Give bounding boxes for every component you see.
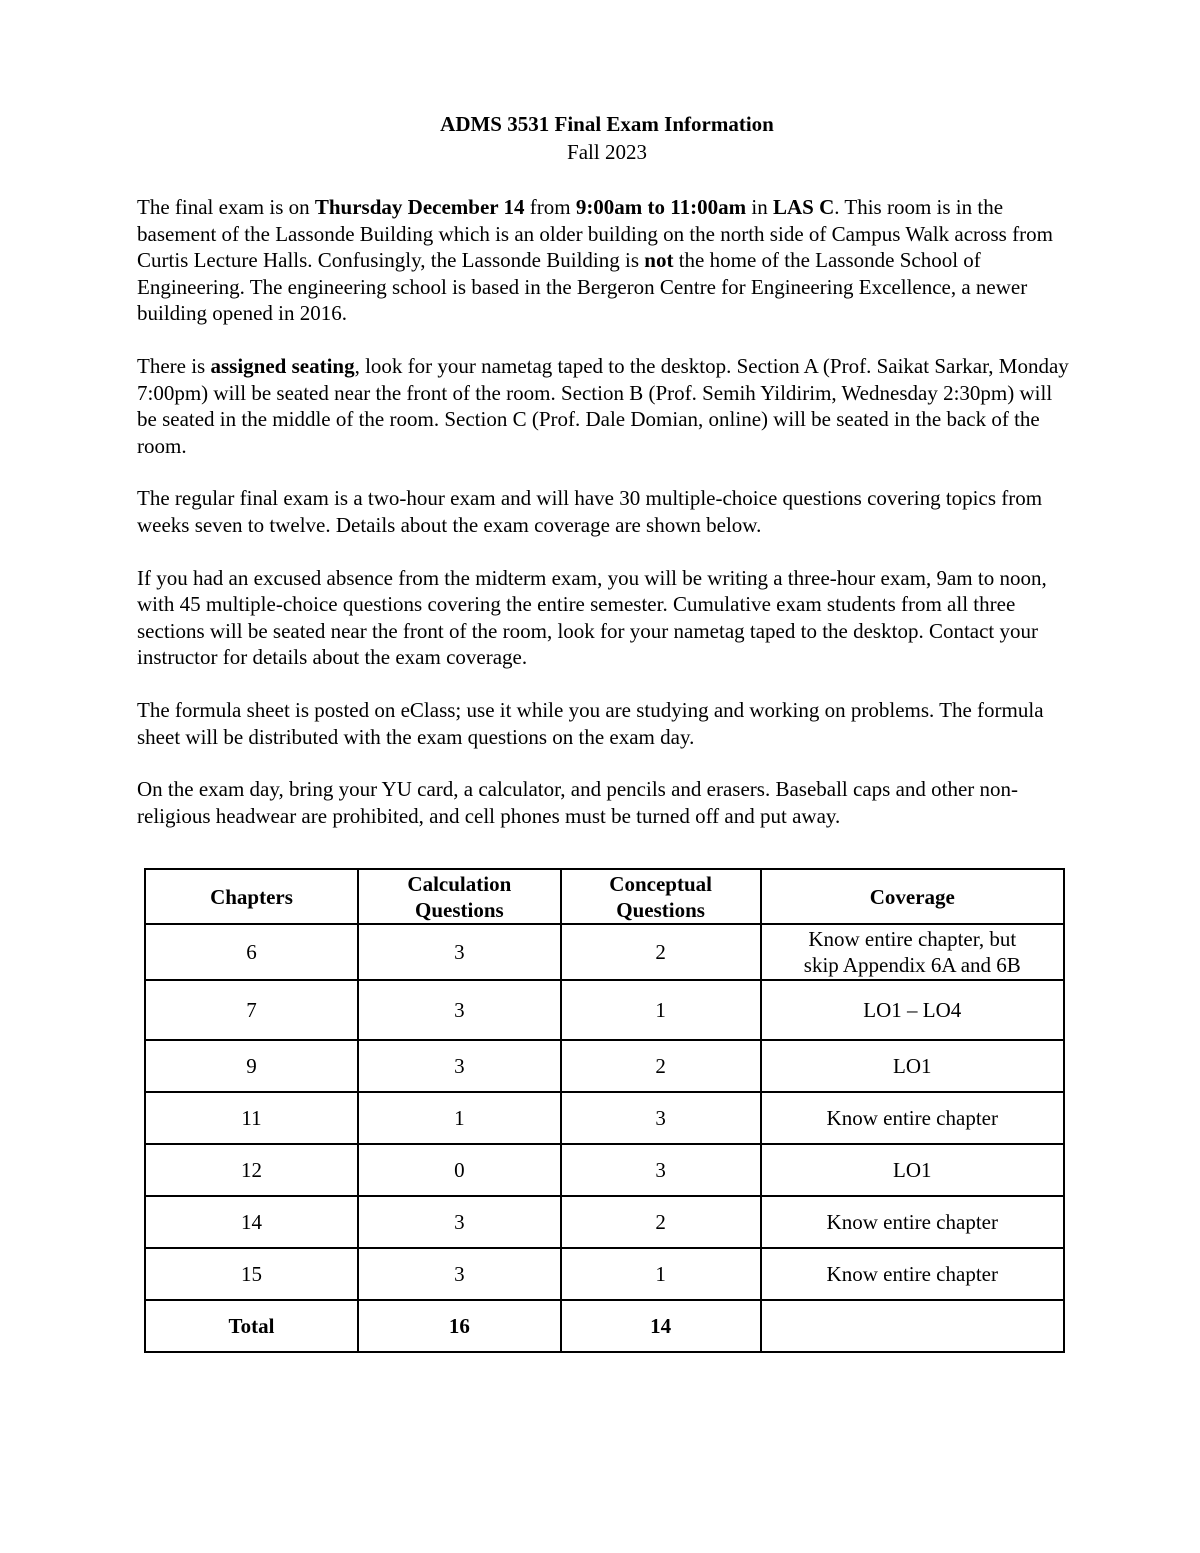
header-coverage: Coverage — [761, 869, 1064, 924]
cell-calculation: 3 — [358, 924, 561, 980]
cell-calculation: 0 — [358, 1144, 561, 1196]
table-row — [145, 980, 1064, 1040]
cell-coverage: LO1 — [761, 1040, 1064, 1092]
table-total-row — [145, 1300, 1064, 1352]
cell-coverage: Know entire chapter — [761, 1196, 1064, 1248]
exam-time: 9:00am to 11:00am — [575, 195, 747, 219]
cell-chapter: 15 — [145, 1248, 358, 1300]
cell-conceptual: 2 — [561, 1196, 761, 1248]
cell-chapter: 14 — [145, 1196, 358, 1248]
table-row — [145, 1092, 1064, 1144]
cell-coverage: Know entire chapter, but skip Appendix 6A and 6B — [761, 924, 1064, 980]
paragraph-seating: There is assigned seating, look for your nametag taped to the desktop. Section A (Prof. Saikat Sarkar, Monday 7:00pm) will be seated near the front of the room. Section B (Prof. Semih Yildirim, Wednesday 2:30pm) will be seated in the middle of the room. Section C (Prof. Dale Domian, online) will be seated in the back of the room. — [137, 353, 1069, 458]
cell-total-coverage — [761, 1300, 1064, 1352]
cell-conceptual: 2 — [561, 924, 761, 980]
cell-calculation: 3 — [358, 1040, 561, 1092]
cell-coverage: Know entire chapter — [761, 1248, 1064, 1300]
cell-conceptual: 3 — [561, 1144, 761, 1196]
cell-coverage: Know entire chapter — [761, 1092, 1064, 1144]
document-title: ADMS 3531 Final Exam Information — [440, 112, 774, 136]
table-row — [145, 1144, 1064, 1196]
table-row — [145, 1248, 1064, 1300]
assigned-seating: assigned seating — [210, 353, 355, 378]
cell-chapter: 11 — [145, 1092, 358, 1144]
cell-conceptual: 3 — [561, 1092, 761, 1144]
header-chapters: Chapters — [145, 869, 358, 924]
cell-total-label: Total — [145, 1300, 358, 1352]
paragraph-regular-exam: The regular final exam is a two-hour exam and will have 30 multiple-choice questions covering topics from weeks seven to twelve. Details about the exam coverage are shown below. — [137, 486, 1043, 537]
cell-calculation: 1 — [358, 1092, 561, 1144]
cell-calculation: 3 — [358, 980, 561, 1040]
cell-chapter: 7 — [145, 980, 358, 1040]
header-conceptual-questions: Conceptual Questions — [561, 869, 761, 924]
cell-chapter: 9 — [145, 1040, 358, 1092]
cell-coverage: LO1 — [761, 1144, 1064, 1196]
table-row — [145, 924, 1064, 980]
document-term: Fall 2023 — [567, 140, 647, 164]
exam-coverage-table — [144, 868, 1065, 1353]
cell-total-calculation: 16 — [358, 1300, 561, 1352]
document-page — [137, 110, 1077, 855]
table-header-row — [145, 869, 1064, 924]
header-calculation-questions: Calculation Questions — [358, 869, 561, 924]
cell-chapter: 6 — [145, 924, 358, 980]
cell-chapter: 12 — [145, 1144, 358, 1196]
exam-room: LAS C — [772, 195, 835, 219]
paragraph-exam-day: On the exam day, bring your YU card, a calculator, and pencils and erasers. Baseball caps and other non-religious headwear are prohibited, and cell phones must be turned off and put away. — [137, 777, 1019, 828]
cell-coverage: LO1 – LO4 — [761, 980, 1064, 1040]
cell-conceptual: 1 — [561, 1248, 761, 1300]
paragraph-formula-sheet: The formula sheet is posted on eClass; use it while you are studying and working on problems. The formula sheet will be distributed with the exam questions on the exam day. — [137, 697, 1044, 749]
emphasis-not: not — [644, 248, 674, 273]
table-row — [145, 1040, 1064, 1092]
cell-conceptual: 2 — [561, 1040, 761, 1092]
cell-calculation: 3 — [358, 1196, 561, 1248]
paragraph-cumulative-exam: If you had an excused absence from the midterm exam, you will be writing a three-hour exam, 9am to noon, with 45 multiple-choice questions covering the entire semester. Cumulative exam students from all three sections will be seated near the front of the room, look for your nametag taped to the desktop. Contact your instructor for details about the exam coverage. — [137, 565, 1047, 670]
cell-conceptual: 1 — [561, 980, 761, 1040]
cell-total-conceptual: 14 — [561, 1300, 761, 1352]
cell-calculation: 3 — [358, 1248, 561, 1300]
table-row — [145, 1196, 1064, 1248]
exam-date: Thursday December 14 — [314, 195, 525, 219]
paragraph-exam-time-location: The final exam is on Thursday December 14 from 9:00am to 11:00am in LAS C. This room is in the basement of the Lassonde Building which is an older building on the north side of Campus Walk across from Curtis Lecture Halls. Confusingly, the Lassonde Building is not the home of the Lassonde School of Engineering. The engineering school is based in the Bergeron Centre for Engineering Excellence, a newer building opened in 2016. — [137, 195, 1053, 326]
